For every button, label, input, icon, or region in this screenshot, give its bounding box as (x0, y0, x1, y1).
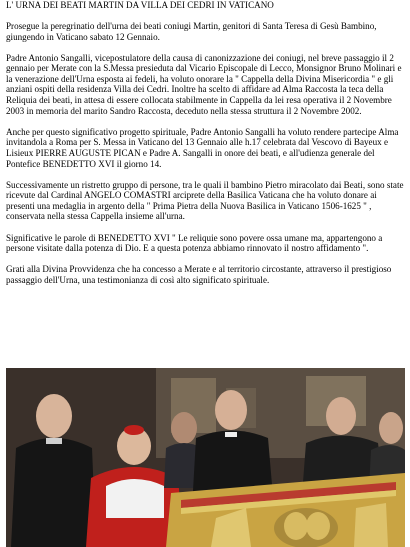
reliquary-photo (6, 368, 405, 547)
article-title: L' URNA DEI BEATI MARTIN DA VILLA DEI CEDRI IN VATICANO (6, 0, 274, 10)
paragraph-5: Significative le parole di BENEDETTO XVI " Le reliquie sono povere ossa umane ma, appartengono a persone visitate dalla potenza di Dio. E a questa potenza abbiamo rinnovato il nostro affidamento ". (6, 232, 383, 254)
paragraph-6: Grati alla Divina Provvidenza che ha concesso a Merate e al territorio circostante, attraverso il prestigioso passaggio dell'Urna, una testimonianza di così alto significato spirituale. (6, 264, 392, 285)
article (6, 0, 406, 296)
paragraph-3: Anche per questo significativo progetto spirituale, Padre Antonio Sangalli ha voluto rendere partecipe Alma invitandola a Roma per S. Messa in Vaticano del 13 Gennaio alle h.17 celebrata dal Vescovo di Bayeux e Lisieux PIERRE AUGUSTE PICAN e Padre A. Sangalli in onore dei beati, e all'udienza generale del Pontefice BENEDETTO XVI il giorno 14. (6, 126, 399, 169)
paragraph-4: Successivamente un ristretto gruppo di persone, tra le quali il bambino Pietro miracolato dai Beati, sono state ricevute dal Cardinal ANGELO COMASTRI arciprete della Basilica Vaticana che ha voluto donare ai presenti una medaglia in argento della " Prima Pietra della Nuova Basilica in Vaticano 1506-1625 " , conservata nella stessa Cappella insieme all'urna. (6, 179, 404, 222)
photo-illustration (6, 368, 405, 547)
paragraph-1: Prosegue la peregrinatio dell'urna dei beati coniugi Martin, genitori di Santa Teresa di Gesù Bambino, giungendo in Vaticano sabato 12 Gennaio. (6, 21, 377, 42)
paragraph-2: Padre Antonio Sangalli, vicepostulatore della causa di canonizzazione dei coniugi, nel breve passaggio il 2 gennaio per Merate con la S.Messa presieduta dal Vicario Episcopale di Lecco, Monsignor Bruno Molinari e la venerazione dell'Urna esposta ai fedeli, ha voluto onorare la " Cappella della Divina Misericordia " e gli anziani ospiti della residenza Villa dei Cedri. Inoltre ha scelto di affidare ad Alma Raccosta la teca della Reliquia dei beati, in attesa di essere collocata stabilmente in Cappella da lei resa operativa il 2 Novembre 2003 in memoria del marito Sandro Raccosta, deceduto nella stessa struttura il 2 Novembre 2002. (6, 52, 402, 116)
